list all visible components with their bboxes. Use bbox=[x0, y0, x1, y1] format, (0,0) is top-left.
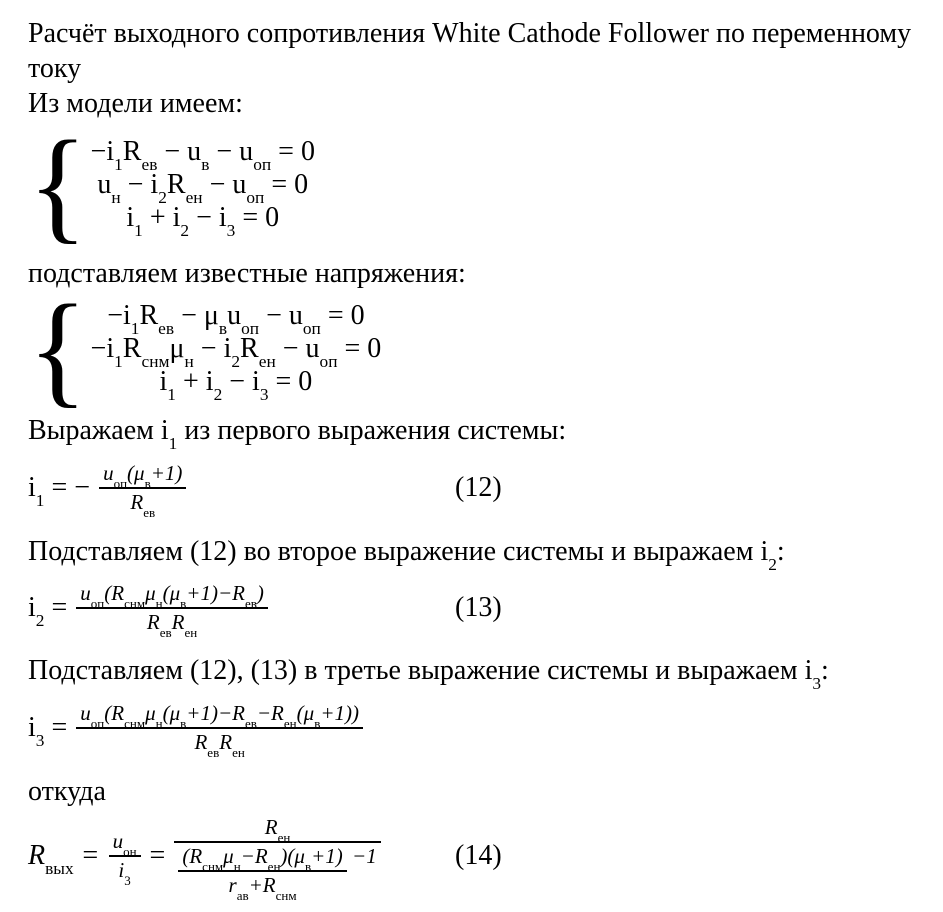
equation-14 bbox=[28, 813, 925, 903]
equation-system-2 bbox=[28, 278, 925, 419]
eq13-numerator: $u_{оп}(R_{снм}\mu_н(\mu_в+1)-R_{ев})$ bbox=[80, 581, 264, 612]
eq14-number: (14) bbox=[455, 840, 502, 871]
eq13-denominator: $R_{ев}R_{ен}$ bbox=[76, 607, 268, 635]
system2-equation-2: $-i_1R_{снм}\mu_н - i_2R_{ен} - u_{оп} = 0$ bbox=[90, 333, 382, 372]
express-i1-text: Выражаем $i_1$ из первого выражения системы: bbox=[28, 415, 567, 454]
substitute-12-text: Подставляем (12) во второе выражение системы и выражаем $i_2$: bbox=[28, 536, 785, 575]
eq14-minus-one: −1 bbox=[352, 843, 377, 868]
system1-equation-1: $-i_1R_{ев} - u_в - u_{оп} = 0$ bbox=[90, 136, 315, 175]
equation-i3 bbox=[28, 696, 925, 760]
model-intro-text: Из модели имеем: bbox=[28, 88, 243, 119]
eq13-number: (13) bbox=[455, 592, 502, 623]
eq12-numerator: $u_{оп}(\mu_в+1)$ bbox=[103, 461, 183, 492]
eq12-number: (12) bbox=[455, 472, 502, 503]
page-title-line2: току bbox=[28, 53, 82, 84]
eq14-main-denominator bbox=[174, 841, 380, 903]
eq14-main-fraction bbox=[174, 814, 380, 903]
system-brace-icon: { bbox=[28, 278, 88, 419]
system-1-rows bbox=[90, 135, 315, 241]
eq14-lhs: $R_{вых}$ = bbox=[28, 840, 100, 879]
system1-equation-2: $u_н - i_2R_{ен} - u_{оп} = 0$ bbox=[97, 169, 309, 208]
eq12-denominator: $R_{ев}$ bbox=[99, 487, 186, 515]
equation-12 bbox=[28, 460, 925, 521]
substitute-known-text: подставляем известные напряжения: bbox=[28, 258, 466, 289]
eq12-fraction bbox=[99, 461, 186, 521]
eq-i3-lhs: $i_3$ = bbox=[28, 712, 68, 751]
substitute-12-13-text: Подставляем (12), (13) в третье выражение системы и выражаем $i_3$: bbox=[28, 655, 829, 694]
eq-i3-fraction bbox=[76, 701, 363, 761]
eq14-inner-fraction bbox=[178, 843, 346, 903]
equation-13 bbox=[28, 577, 925, 639]
eq14-inner-denominator: $r_{ав}+R_{снм}$ bbox=[178, 870, 346, 898]
eq-i3-denominator: $R_{ев}R_{ен}$ bbox=[76, 727, 363, 755]
eq14-first-numerator: $u_{он}$ bbox=[112, 829, 137, 860]
system2-equation-3: $i_1 + i_2 - i_3 = 0$ bbox=[159, 366, 313, 405]
eq14-equals: = bbox=[149, 840, 166, 871]
eq13-fraction bbox=[76, 581, 268, 641]
eq14-main-numerator: $R_{ен}$ bbox=[264, 814, 291, 845]
system-brace-icon: { bbox=[28, 114, 88, 255]
eq14-first-denominator: $i_3$ bbox=[109, 855, 141, 883]
eq-i3-numerator: $u_{оп}(R_{снм}\mu_н(\mu_в+1)-R_{ев}-R_{ен}(\mu_в+1))$ bbox=[80, 701, 360, 732]
whence-text: откуда bbox=[28, 776, 106, 807]
eq14-first-fraction bbox=[109, 829, 141, 889]
eq13-lhs: $i_2$ = bbox=[28, 592, 68, 631]
system-2-rows bbox=[90, 299, 382, 405]
eq14-inner-numerator: $(R_{снм}\mu_н-R_{ен})(\mu_в+1)$ bbox=[182, 843, 343, 874]
system2-equation-1: $-i_1R_{ев} - \mu_вu_{оп} - u_{оп} = 0$ bbox=[107, 300, 365, 339]
eq12-lhs: $i_1$ = − bbox=[28, 472, 91, 511]
page-title bbox=[28, 16, 925, 86]
system1-equation-3: $i_1 + i_2 - i_3 = 0$ bbox=[126, 202, 280, 241]
equation-system-1 bbox=[28, 114, 925, 255]
page-title-line1: Расчёт выходного сопротивления White Cathode Follower по переменному bbox=[28, 18, 912, 49]
